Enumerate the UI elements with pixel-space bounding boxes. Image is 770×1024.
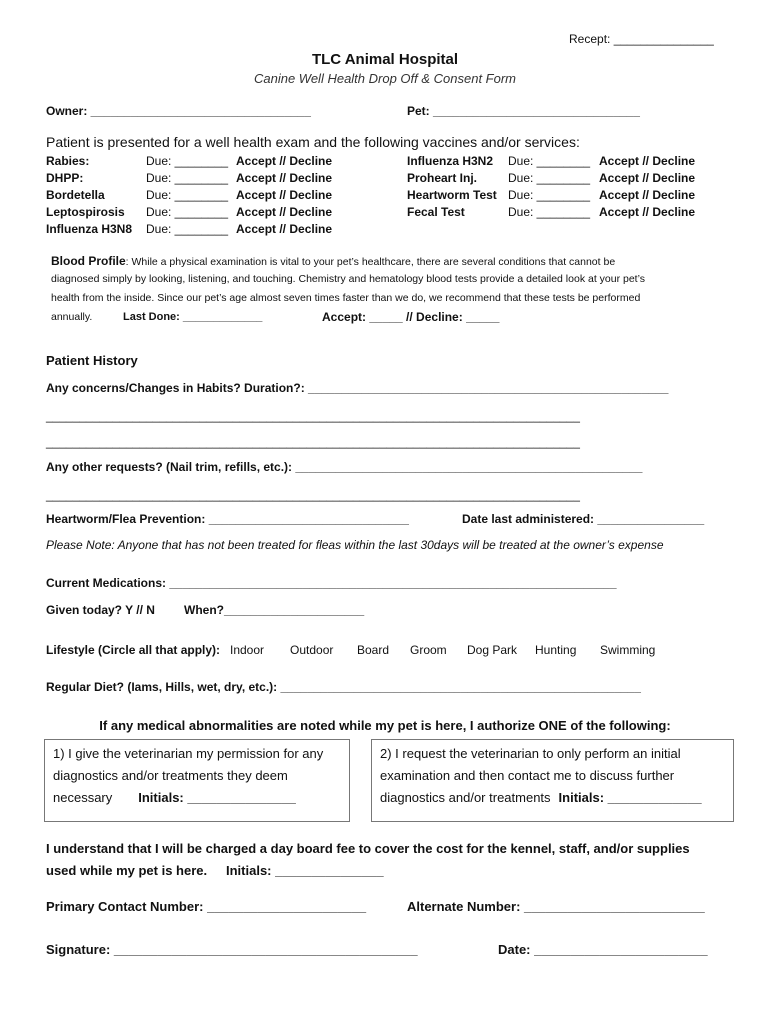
- option-2-box[interactable]: [371, 739, 734, 822]
- option-2-text: diagnostics and/or treatments: [380, 790, 551, 805]
- regular-diet-field[interactable]: Regular Diet? (Iams, Hills, wet, dry, etc.): ______________________________________________________: [46, 680, 641, 694]
- accept-decline-choice[interactable]: Accept // Decline: [236, 154, 333, 168]
- primary-contact-field[interactable]: Primary Contact Number: ______________________: [46, 899, 367, 914]
- vaccine-name: Rabies:: [46, 154, 90, 168]
- page-subtitle: Canine Well Health Drop Off & Consent Form: [253, 71, 517, 86]
- concerns-blank-line-2[interactable]: ________________________________________________________________________________: [46, 435, 580, 449]
- vaccine-name: Proheart Inj.: [407, 171, 478, 185]
- option-1-text: necessary: [53, 790, 113, 805]
- given-today-choice[interactable]: Given today? Y // N: [46, 603, 155, 617]
- blood-profile-line2: diagnosed simply by looking, listening, and touching. Chemistry and hematology blood tests provide a detailed look at your pet’s: [51, 273, 645, 285]
- last-done-field[interactable]: Last Done: _____________: [123, 311, 263, 323]
- accept-decline-choice[interactable]: Accept // Decline: [599, 171, 696, 185]
- blood-profile-line3: health from the inside. Since our pet’s age almost seven times faster than we do, we recommend that these tests be performed: [51, 292, 641, 304]
- blood-profile-line1: [51, 254, 615, 268]
- board-fee-line2: used while my pet is here.: [46, 863, 208, 878]
- board-fee-line1: I understand that I will be charged a day board fee to cover the cost for the kennel, staff, and/or supplies: [46, 841, 690, 856]
- due-field[interactable]: Due: ________: [508, 188, 591, 202]
- services-intro: Patient is presented for a well health exam and the following vaccines and/or services:: [46, 134, 580, 150]
- board-fee-initials[interactable]: Initials: _______________: [226, 863, 384, 878]
- signature-field[interactable]: Signature: __________________________________________: [46, 942, 418, 957]
- pet-field[interactable]: Pet: _______________________________: [407, 104, 640, 118]
- concerns-field[interactable]: Any concerns/Changes in Habits? Duration?: ______________________________________________________: [46, 381, 669, 395]
- when-field[interactable]: When?_____________________: [184, 603, 365, 617]
- due-field[interactable]: Due: ________: [146, 154, 229, 168]
- due-field[interactable]: Due: ________: [508, 205, 591, 219]
- abnormalities-heading: If any medical abnormalities are noted while my pet is here, I authorize ONE of the following:: [99, 718, 671, 733]
- blood-profile-heading: Blood Profile: [51, 254, 126, 268]
- blood-profile-line4: annually.: [51, 311, 93, 323]
- option-1-line3: [53, 787, 341, 809]
- due-field[interactable]: Due: ________: [508, 171, 591, 185]
- lifestyle-option-board[interactable]: Board: [357, 643, 390, 657]
- option-1-line2: diagnostics and/or treatments they deem: [53, 768, 288, 783]
- lifestyle-option-dog-park[interactable]: Dog Park: [467, 643, 518, 657]
- other-requests-field[interactable]: Any other requests? (Nail trim, refills, etc.): ____________________________________________________: [46, 460, 643, 474]
- owner-field[interactable]: Owner: _________________________________: [46, 104, 311, 118]
- lifestyle-option-groom[interactable]: Groom: [410, 643, 447, 657]
- requests-blank-line[interactable]: ________________________________________________________________________________: [46, 488, 580, 502]
- due-field[interactable]: Due: ________: [146, 171, 229, 185]
- option-2-line1: 2) I request the veterinarian to only perform an initial: [380, 746, 681, 761]
- accept-decline-choice[interactable]: Accept // Decline: [236, 222, 333, 236]
- patient-history-heading: Patient History: [46, 353, 138, 368]
- accept-decline-choice[interactable]: Accept // Decline: [599, 188, 696, 202]
- lifestyle-option-swimming[interactable]: Swimming: [600, 643, 656, 657]
- date-last-administered-field[interactable]: Date last administered: ________________: [462, 512, 705, 526]
- option-1-initials[interactable]: Initials: _______________: [138, 790, 296, 805]
- vaccine-name: Influenza H3N8: [46, 222, 133, 236]
- accept-decline-choice[interactable]: Accept // Decline: [236, 205, 333, 219]
- due-field[interactable]: Due: ________: [146, 205, 229, 219]
- vaccine-name: Heartworm Test: [407, 188, 497, 202]
- date-field[interactable]: Date: ________________________: [498, 942, 708, 957]
- option-1-box[interactable]: [44, 739, 350, 822]
- option-1-line1: 1) I give the veterinarian my permission for any: [53, 746, 324, 761]
- option-2-line3: [380, 787, 725, 809]
- lifestyle-option-outdoor[interactable]: Outdoor: [290, 643, 334, 657]
- option-2-line2: examination and then contact me to discuss further: [380, 768, 675, 783]
- vaccine-name: Bordetella: [46, 188, 105, 202]
- due-field[interactable]: Due: ________: [146, 222, 229, 236]
- due-field[interactable]: Due: ________: [508, 154, 591, 168]
- accept-decline-choice[interactable]: Accept // Decline: [236, 171, 333, 185]
- lifestyle-option-indoor[interactable]: Indoor: [230, 643, 265, 657]
- page-title: TLC Animal Hospital: [311, 51, 459, 68]
- accept-decline-choice[interactable]: Accept // Decline: [599, 205, 696, 219]
- concerns-blank-line-1[interactable]: ________________________________________________________________________________: [46, 409, 580, 423]
- accept-decline-choice[interactable]: Accept // Decline: [599, 154, 696, 168]
- vaccine-name: DHPP:: [46, 171, 84, 185]
- lifestyle-label: Lifestyle (Circle all that apply):: [46, 643, 221, 657]
- due-field[interactable]: Due: ________: [146, 188, 229, 202]
- accept-decline-choice[interactable]: Accept // Decline: [236, 188, 333, 202]
- blood-profile-accept-decline[interactable]: Accept: _____ // Decline: _____: [322, 310, 500, 324]
- vaccine-name: Influenza H3N2: [407, 154, 494, 168]
- vaccine-name: Fecal Test: [407, 205, 465, 219]
- heartworm-flea-field[interactable]: Heartworm/Flea Prevention: ______________________________: [46, 512, 409, 526]
- lifestyle-option-hunting[interactable]: Hunting: [535, 643, 577, 657]
- blood-profile-text: : While a physical examination is vital to your pet’s healthcare, there are several conditions that cannot be: [125, 256, 616, 268]
- alternate-number-field[interactable]: Alternate Number: _________________________: [407, 899, 705, 914]
- current-medications-field[interactable]: Current Medications: ___________________________________________________________________: [46, 576, 617, 590]
- vaccine-name: Leptospirosis: [46, 205, 125, 219]
- flea-note: Please Note: Anyone that has not been treated for fleas within the last 30days will be treated at the owner’s expense: [46, 538, 664, 552]
- option-2-initials[interactable]: Initials: _____________: [558, 790, 702, 805]
- receipt-field[interactable]: Recept: _______________: [569, 32, 714, 46]
